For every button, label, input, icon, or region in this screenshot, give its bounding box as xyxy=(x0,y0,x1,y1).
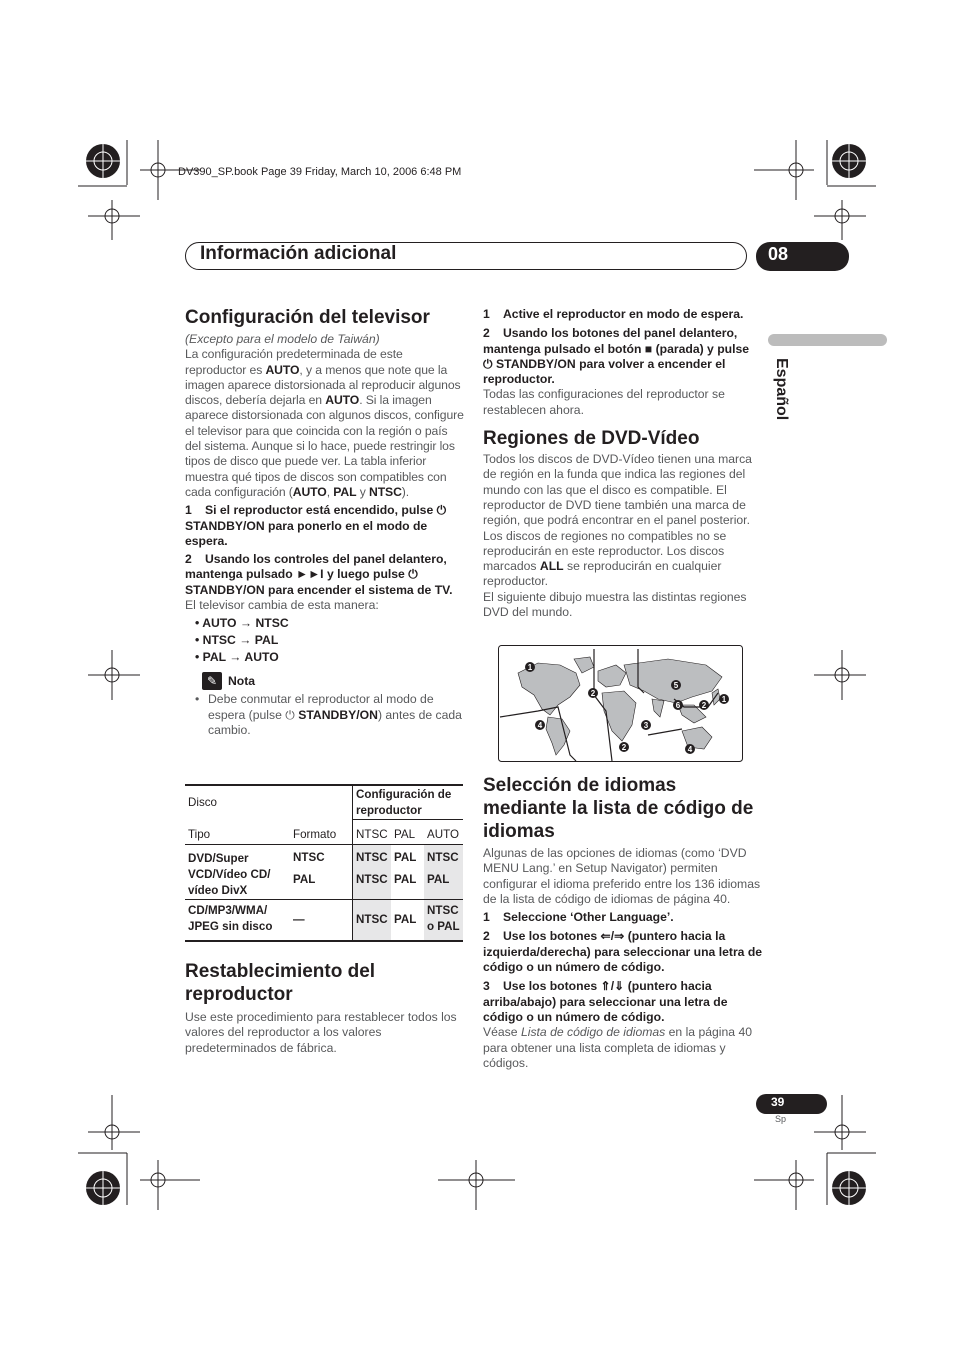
svg-text:2: 2 xyxy=(701,701,707,710)
reset-text: Use este procedimiento para restablecer todos los valores del reproductor a los valores predeterminados de fábrica. xyxy=(185,1010,457,1055)
region-marker-2 xyxy=(619,742,629,752)
language-tab-label: Español xyxy=(773,358,790,421)
lang-heading: Selección de idiomas mediante la lista de código de idiomas xyxy=(483,775,754,842)
compatibility-table xyxy=(185,784,463,942)
tv-heading: Configuración del televisor xyxy=(185,307,430,328)
svg-text:4: 4 xyxy=(537,721,543,730)
reset-step-2-result: Todas las configuraciones del reproductor se restablecen ahora. xyxy=(483,387,725,417)
table-header-ntsc: NTSC xyxy=(353,820,392,845)
table-cell: NTSC xyxy=(353,900,392,942)
region-marker-2 xyxy=(699,700,709,710)
reset-heading: Restablecimiento del reproductor xyxy=(185,961,376,1005)
region-marker-3 xyxy=(641,720,651,730)
table-cell: PAL xyxy=(424,873,463,900)
region-marker-1 xyxy=(525,662,535,672)
svg-text:3: 3 xyxy=(643,721,649,730)
regions-heading: Regiones de DVD-Vídeo xyxy=(483,428,700,450)
mode-cycle-item: • NTSC → PAL xyxy=(195,633,279,648)
table-header-disco: Disco xyxy=(188,796,217,809)
region-marker-5 xyxy=(671,680,681,690)
tv-step-2-result: El televisor cambia de esta manera: xyxy=(185,598,379,613)
table-cell: NTSC o PAL xyxy=(424,900,463,942)
svg-text:6: 6 xyxy=(675,701,681,710)
reset-step-2: 2 Usando los botones del panel delantero, mantenga pulsado el botón ■ (parada) y pulse ⏻ STANDBY/ON para volver a encender el reproductor. xyxy=(483,326,750,387)
language-tab-bar xyxy=(768,334,887,346)
page-number-pill xyxy=(756,1094,827,1114)
tv-step-2: 2 Usando los controles del panel delantero, mantenga pulsado ►►I y luego pulse ⏻ STANDBY/ON para encender el sistema de TV. xyxy=(185,552,453,597)
reset-step-1: 1 Active el reproductor en modo de espera. xyxy=(483,307,744,321)
region-marker-2 xyxy=(588,688,598,698)
print-header: DV390_SP.book Page 39 Friday, March 10, 2006 6:48 PM xyxy=(178,166,462,178)
table-cell: PAL xyxy=(293,873,316,886)
chapter-number: 08 xyxy=(768,244,789,264)
dvd-region-map xyxy=(498,645,743,762)
table-cell: — xyxy=(293,912,305,926)
table-cell: NTSC xyxy=(424,845,463,874)
table-cell: DVD/Super VCD/Vídeo CD/ vídeo DivX xyxy=(188,852,271,897)
svg-text:5: 5 xyxy=(673,681,679,690)
region-marker-6 xyxy=(673,700,683,710)
reset-section xyxy=(185,960,465,1056)
table-header-pal: PAL xyxy=(391,820,424,845)
lang-step-2: 2 Use los botones ⇐/⇒ (puntero hacia la izquierda/derecha) para seleccionar una letra de código o un número de código. xyxy=(483,929,763,975)
table-cell: NTSC xyxy=(353,873,392,900)
page-number: 39 xyxy=(771,1095,785,1109)
language-tab xyxy=(760,358,800,428)
table-header-formato: Formato xyxy=(293,827,337,841)
svg-text:2: 2 xyxy=(590,689,596,698)
table-header-auto: AUTO xyxy=(424,820,463,845)
region-marker-4 xyxy=(685,744,695,754)
svg-text:1: 1 xyxy=(527,663,533,672)
tv-step-1: 1 Si el reproductor está encendido, pulse ⏻ STANDBY/ON para ponerlo en el modo de espera. xyxy=(185,503,447,548)
lang-step-3-note: Véase Lista de código de idiomas en la página 40 para obtener una lista completa de idiomas y códigos. xyxy=(483,1025,753,1070)
pencil-icon: ✎ xyxy=(202,672,222,690)
mode-cycle-item: • PAL → AUTO xyxy=(195,650,279,665)
region-marker-4 xyxy=(535,720,545,730)
section-title: Información adicional xyxy=(200,243,397,264)
table-cell: PAL xyxy=(394,851,417,864)
lang-step-1: 1 Seleccione ‘Other Language’. xyxy=(483,910,674,925)
tv-paragraph: La configuración predeterminada de este reproductor es AUTO, y a menos que note que la imagen aparece distorsionada al reproducir algunos discos, debería dejarla en AUTO. Si la imagen aparece distorsionada con algunos discos, configure el televisor para que coincida con la región o país del sistema. Aunque si lo hace, puede restringir los tipos de disco que puede ver. La tabla inferior muestra qué tipos de discos son compatibles con cada configuración (AUTO, PAL y NTSC). xyxy=(185,347,464,499)
lang-text: Algunas de las opciones de idiomas (como ‘DVD MENU Lang.’ en Setup Navigator) permiten configurar el idioma preferido entre los 136 idiomas de la lista de código de idiomas de página 40. xyxy=(483,846,761,906)
table-cell: PAL xyxy=(394,873,417,886)
region-marker-1 xyxy=(719,694,729,704)
language-section xyxy=(483,774,763,1071)
regions-text: Todos los discos de DVD-Vídeo tienen una marca de región en la funda que indica las regiones del mundo con las que el disco es compatible. El reproductor de DVD tiene también una marca de región, que podrá encontrar en el panel posterior. Los discos de regiones no compatibles no se reproducirán en este reproductor. Los discos marcados ALL se reproducirán en cualquier reproductor. xyxy=(483,452,752,589)
svg-text:4: 4 xyxy=(687,745,693,754)
mode-cycle-list xyxy=(185,615,465,666)
table-row xyxy=(185,845,463,874)
lang-step-3: 3 Use los botones ⇑/⇓ (puntero hacia arriba/abajo) para seleccionar una letra de código o un número de código. xyxy=(483,979,728,1024)
svg-text:2: 2 xyxy=(621,743,627,752)
table-cell: PAL xyxy=(394,912,417,926)
note-header xyxy=(202,672,465,690)
right-column xyxy=(483,307,757,620)
note-text: • Debe conmutar el reproductor al modo de espera (pulse ⏻ STANDBY/ON) antes de cada cambio. xyxy=(195,692,462,737)
table-cell: NTSC xyxy=(353,845,392,874)
mode-cycle-item: • AUTO → NTSC xyxy=(195,616,289,631)
left-column xyxy=(185,306,465,738)
table-header-config: Configuración de reproductor xyxy=(353,785,464,820)
table-row xyxy=(185,900,463,942)
regions-text-2: El siguiente dibujo muestra las distintas regiones DVD del mundo. xyxy=(483,589,747,620)
svg-text:1: 1 xyxy=(721,695,727,704)
page-lang: Sp xyxy=(775,1114,787,1124)
note-label: Nota xyxy=(228,673,256,688)
table-header-tipo: Tipo xyxy=(188,827,211,841)
tv-subtitle: (Excepto para el modelo de Taiwán) xyxy=(185,332,380,346)
table-cell: NTSC xyxy=(293,851,325,864)
table-cell: CD/MP3/WMA/ JPEG sin disco xyxy=(188,904,273,933)
